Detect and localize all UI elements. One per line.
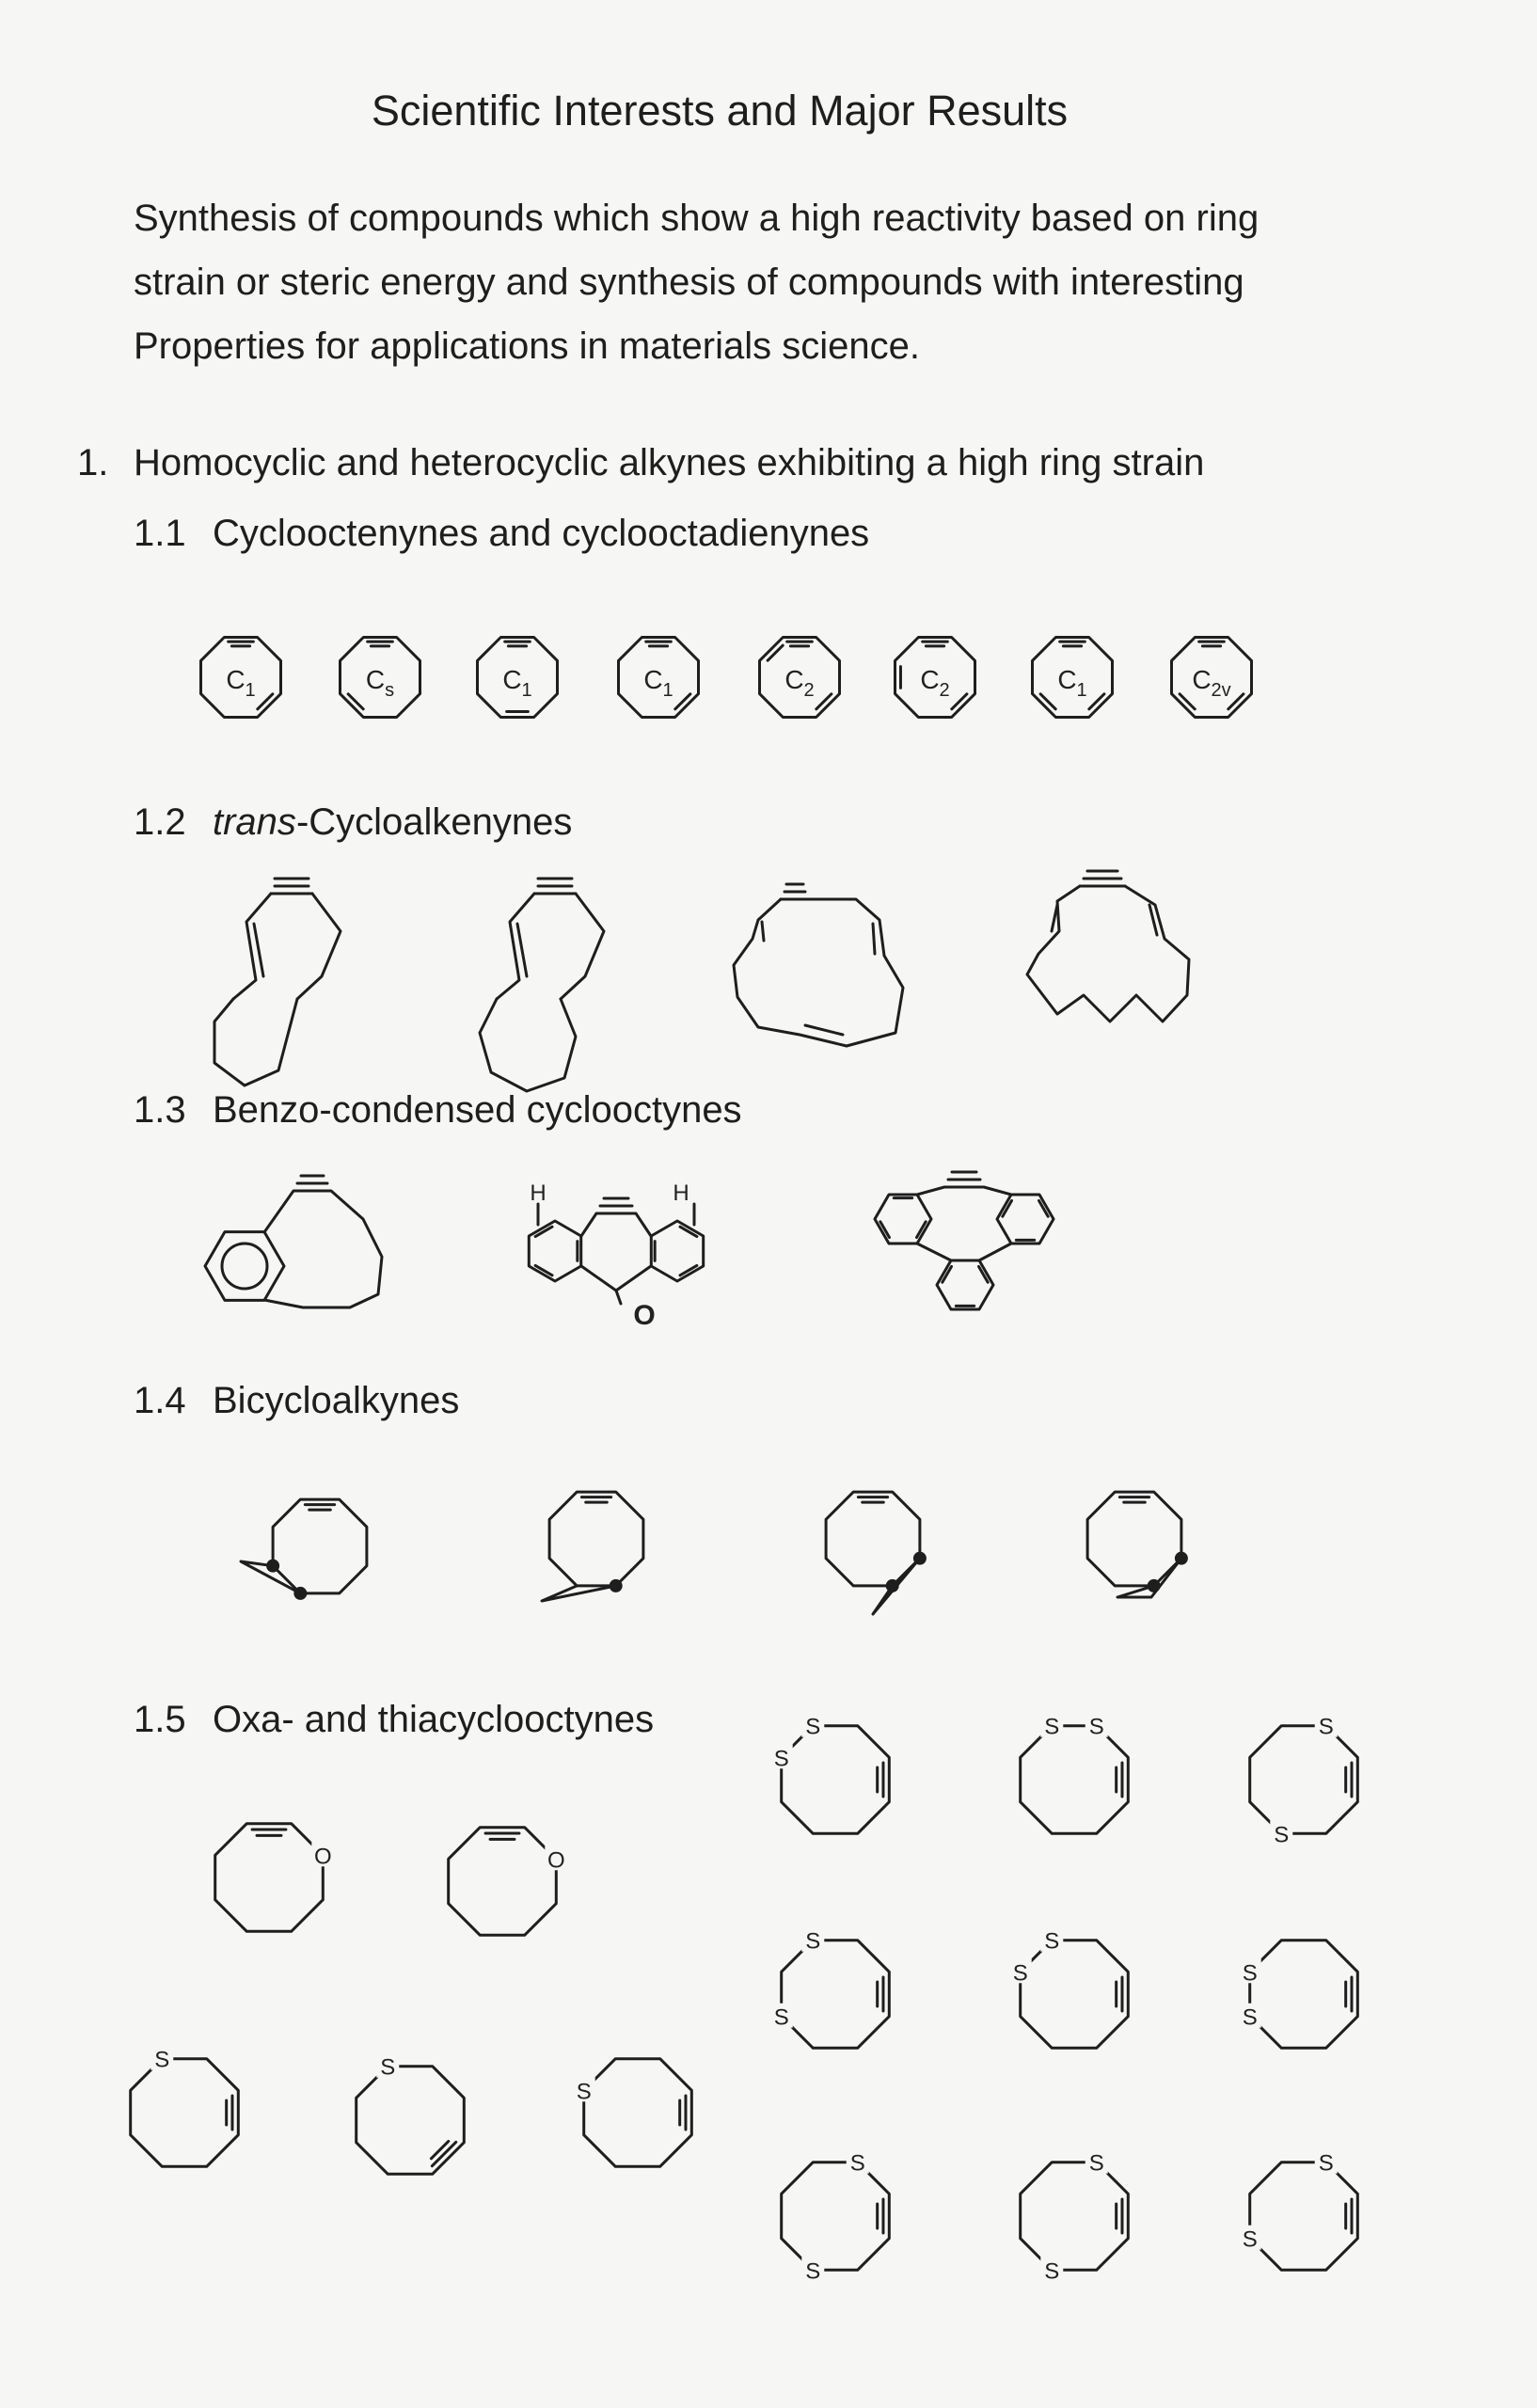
heterocycle-ring xyxy=(782,1726,890,1834)
point-group-subscript: 1 xyxy=(1076,680,1087,701)
tribenzocyclooctyne-structure xyxy=(875,1172,1054,1309)
cyclooctane-ring xyxy=(1172,638,1252,718)
hydrogen-label: H xyxy=(530,1180,547,1206)
page-title: Scientific Interests and Major Results xyxy=(371,87,1069,135)
double-bond-line xyxy=(675,694,690,709)
heterocyclooctyne-structure xyxy=(573,2059,692,2167)
heterocyclooctyne-structure xyxy=(1009,1927,1129,2049)
heterocycle-ring xyxy=(584,2059,692,2167)
cyclooctyne-ring xyxy=(1087,1492,1181,1586)
subsection-title: -Cycloalkenynes xyxy=(295,801,573,843)
double-bond-line xyxy=(952,694,967,709)
sulfur-label: S xyxy=(1088,2150,1104,2177)
double-bond-line xyxy=(1180,694,1195,709)
heterocycle-ring xyxy=(1021,1726,1129,1834)
benzocyclooctyne-structure xyxy=(205,1176,382,1307)
cyclooctenyne-structure xyxy=(341,638,420,718)
point-group-label xyxy=(920,665,949,701)
dibenzocyclooctynone-structure xyxy=(529,1180,703,1331)
subsection-title-italic: trans xyxy=(213,801,296,843)
point-group-letter: C xyxy=(784,665,804,694)
heterocyclooctyne-structure xyxy=(770,1927,890,2049)
point-group-subscript: s xyxy=(385,680,395,701)
sulfur-label: S xyxy=(1088,1714,1104,1740)
cyclooctyne-bridge xyxy=(581,1213,651,1236)
sulfur-label: S xyxy=(1242,2004,1258,2031)
heterocycle-ring xyxy=(1250,1726,1358,1834)
heterocycle-ring xyxy=(1250,2162,1358,2271)
cyclopentane-ring xyxy=(1117,1559,1181,1597)
benzene-ring xyxy=(875,1195,931,1244)
heterocycle-ring xyxy=(1021,1941,1129,2049)
benzene-ring xyxy=(937,1260,993,1309)
oxygen-label: O xyxy=(313,1844,332,1870)
bicycloalkyne-structure xyxy=(1087,1492,1188,1597)
bicycloalkyne-structure xyxy=(241,1499,367,1600)
sulfur-label: S xyxy=(773,1746,789,1772)
sulfur-label: S xyxy=(1318,1714,1334,1740)
subsection-title: Cyclooctenynes and cyclooctadienynes xyxy=(213,513,870,554)
oxygen-label: O xyxy=(633,1300,656,1331)
cyclooctenyne-structure xyxy=(760,638,840,718)
double-bond-line xyxy=(762,922,764,941)
point-group-subscript: 1 xyxy=(245,680,256,701)
sulfur-label: S xyxy=(773,2004,789,2031)
heterocycle-ring xyxy=(782,2162,890,2271)
subsection-number: 1.1 xyxy=(134,513,186,554)
trans-cycloalkenyne-structure xyxy=(214,879,341,1085)
bridgehead-dot xyxy=(886,1579,899,1592)
sulfur-label: S xyxy=(1274,1822,1290,1848)
sulfur-label: S xyxy=(1044,1928,1060,1955)
sulfur-label: S xyxy=(805,1928,821,1955)
bridgehead-dot xyxy=(913,1552,927,1565)
bicycloalkyne-structure xyxy=(542,1492,643,1601)
heterocycle-ring xyxy=(215,1824,324,1932)
cyclooctyne-ring xyxy=(264,1191,382,1307)
point-group-label xyxy=(502,665,531,701)
bridgehead-dot xyxy=(266,1560,279,1573)
point-group-label xyxy=(643,665,673,701)
subsection-title: Benzo-condensed cyclooctynes xyxy=(213,1089,742,1131)
ring-chain xyxy=(233,894,271,999)
carbonyl-bond xyxy=(616,1291,621,1304)
sulfur-label: S xyxy=(1044,2258,1060,2285)
subsection-title: Bicycloalkynes xyxy=(213,1380,460,1421)
trans-cycloalkenyne-structure xyxy=(1027,871,1189,1022)
heterocyclooctyne-structure xyxy=(1239,2149,1358,2271)
cyclooctyne-ring xyxy=(549,1492,643,1586)
cyclooctenyne-structure xyxy=(1172,638,1252,718)
heterocyclooctyne-structure xyxy=(1021,1713,1129,1834)
oxygen-label: O xyxy=(547,1847,565,1874)
intro-line: Synthesis of compounds which show a high reactivity based on ring xyxy=(134,198,1260,239)
sulfur-label: S xyxy=(1242,2226,1258,2253)
sulfur-label: S xyxy=(1242,1960,1258,1987)
cyclooctenyne-structure xyxy=(895,638,975,718)
point-group-letter: C xyxy=(920,665,940,694)
point-group-label xyxy=(1057,665,1086,701)
ring-bond xyxy=(979,1244,1011,1260)
sulfur-label: S xyxy=(154,2047,170,2073)
macro-ring xyxy=(734,899,903,1046)
sulfur-label: S xyxy=(576,2079,592,2105)
point-group-letter: C xyxy=(226,665,246,694)
cyclooctyne-ring xyxy=(917,1187,1011,1195)
sulfur-label: S xyxy=(1318,2150,1334,2177)
heterocyclooctyne-structure xyxy=(357,2053,465,2175)
sulfur-label: S xyxy=(805,1714,821,1740)
heterocycle-ring xyxy=(1250,1941,1358,2049)
double-bond-line xyxy=(1040,694,1055,709)
ring-chain xyxy=(497,894,534,999)
benzene-ring xyxy=(997,1195,1054,1244)
heterocyclooctyne-structure xyxy=(131,2046,239,2167)
point-group-subscript: 2 xyxy=(803,680,815,701)
section-title: Homocyclic and heterocyclic alkynes exhibiting a high ring strain xyxy=(134,442,1205,483)
point-group-subscript: 2v xyxy=(1211,680,1231,701)
point-group-label xyxy=(1192,665,1230,701)
point-group-letter: C xyxy=(1192,665,1212,694)
cyclooctyne-ring xyxy=(273,1499,367,1593)
bridgehead-dot xyxy=(1175,1552,1188,1565)
sulfur-label: S xyxy=(380,2054,396,2081)
benzene-ring xyxy=(529,1221,580,1281)
subsection-number: 1.3 xyxy=(134,1089,186,1131)
ring-bond xyxy=(917,1244,951,1260)
double-bond-line xyxy=(873,924,875,954)
benzene-ring xyxy=(651,1221,703,1281)
sulfur-label: S xyxy=(805,2258,821,2285)
ring-chain xyxy=(480,999,576,1091)
cyclopropane-ring xyxy=(542,1586,616,1601)
carbonyl-bridge xyxy=(581,1266,651,1291)
heterocycle-ring xyxy=(782,1941,890,2049)
point-group-label xyxy=(226,665,255,701)
aromatic-circle xyxy=(222,1244,267,1289)
point-group-letter: C xyxy=(643,665,663,694)
double-bond-line xyxy=(258,694,273,709)
triple-bond-line xyxy=(431,2141,448,2158)
point-group-label xyxy=(784,665,814,701)
double-bond-line xyxy=(1089,694,1104,709)
bridgehead-dot xyxy=(1148,1579,1161,1592)
point-group-subscript: 1 xyxy=(521,680,532,701)
intro-line: Properties for applications in materials science. xyxy=(134,325,920,367)
macro-ring xyxy=(1027,886,1189,1022)
subsection-title: Oxa- and thiacyclooctynes xyxy=(213,1699,655,1740)
section-number: 1. xyxy=(77,442,109,483)
double-bond-line xyxy=(816,694,832,709)
point-group-letter: C xyxy=(502,665,522,694)
cyclooctenyne-structure xyxy=(619,638,699,718)
heterocycle-ring xyxy=(449,1828,557,1936)
heterocyclooctyne-structure xyxy=(1021,2149,1129,2285)
bicycloalkyne-structure xyxy=(826,1492,927,1614)
point-group-label xyxy=(366,665,394,701)
intro-line: strain or steric energy and synthesis of compounds with interesting xyxy=(134,261,1244,303)
heterocyclooctyne-structure xyxy=(770,1713,890,1834)
cyclooctenyne-structure xyxy=(1033,638,1113,718)
point-group-subscript: 1 xyxy=(662,680,673,701)
ring-chain xyxy=(214,999,297,1085)
cyclooctenyne-structure xyxy=(478,638,558,718)
subsection-number: 1.4 xyxy=(134,1380,186,1421)
sulfur-label: S xyxy=(1012,1960,1028,1987)
hydrogen-label: H xyxy=(673,1180,689,1206)
bridgehead-dot xyxy=(293,1587,307,1600)
heterocyclooctyne-structure xyxy=(1250,1713,1358,1848)
subsection-number: 1.5 xyxy=(134,1699,186,1740)
heterocycle-ring xyxy=(1021,2162,1129,2271)
heterocyclooctyne-structure xyxy=(449,1828,568,1936)
double-bond-line xyxy=(348,694,363,709)
sulfur-label: S xyxy=(849,2150,865,2177)
double-bond-line xyxy=(805,1025,843,1035)
heterocyclooctyne-structure xyxy=(782,2149,890,2285)
bridgehead-dot xyxy=(610,1579,623,1592)
trans-cycloalkenyne-structure xyxy=(734,884,903,1046)
cyclooctenyne-structure xyxy=(201,638,281,718)
point-group-letter: C xyxy=(365,665,386,694)
heterocyclooctyne-structure xyxy=(215,1824,335,1932)
heterocyclooctyne-structure xyxy=(1239,1941,1358,2049)
subsection-number: 1.2 xyxy=(134,801,186,843)
ring-chain xyxy=(561,894,604,999)
heterocycle-ring xyxy=(357,2067,465,2175)
point-group-letter: C xyxy=(1057,665,1077,694)
trans-cycloalkenyne-structure xyxy=(480,879,604,1091)
ring-chain xyxy=(297,894,341,999)
point-group-subscript: 2 xyxy=(939,680,950,701)
heterocycle-ring xyxy=(131,2059,239,2167)
sulfur-label: S xyxy=(1044,1714,1060,1740)
double-bond-line xyxy=(1052,905,1057,931)
double-bond-line xyxy=(768,645,783,660)
